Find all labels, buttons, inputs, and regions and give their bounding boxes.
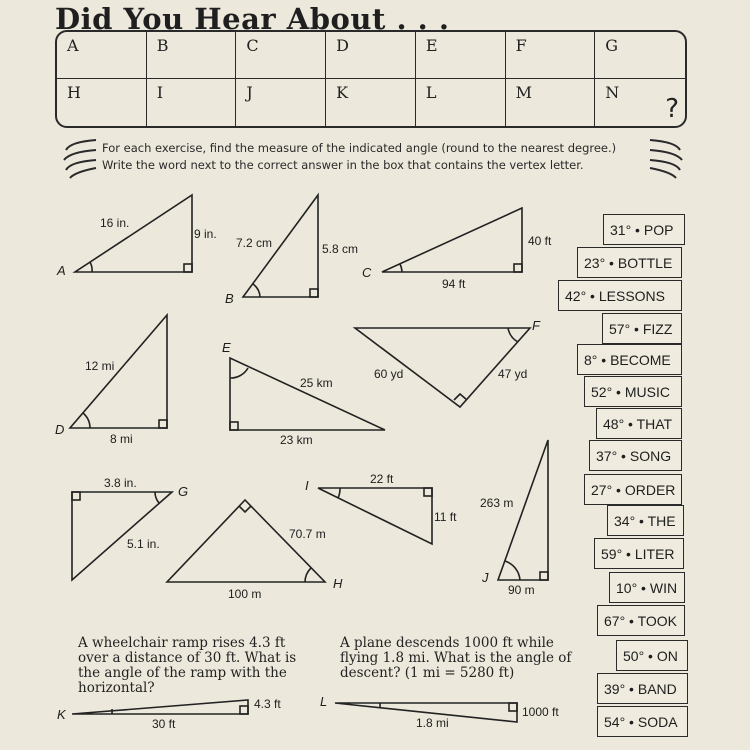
- angle-arc-g: [155, 492, 159, 503]
- word-box[interactable]: 52° • MUSIC: [584, 376, 682, 407]
- word-box[interactable]: 23° • BOTTLE: [577, 247, 682, 278]
- word-box[interactable]: 59° • LITER: [594, 538, 684, 569]
- right-angle-mark: [514, 264, 522, 272]
- word-box[interactable]: 42° • LESSONS: [558, 280, 682, 311]
- angle-arc-b: [253, 284, 260, 297]
- word-box[interactable]: 39° • BAND: [597, 673, 688, 704]
- side-label: 9 in.: [194, 227, 217, 241]
- side-label: 25 km: [300, 376, 333, 390]
- vertex-label: H: [333, 576, 343, 591]
- angle-arc-i: [338, 488, 340, 498]
- angle-arc-c: [400, 264, 402, 272]
- side-label: 90 m: [508, 583, 535, 597]
- word-box[interactable]: 10° • WIN: [609, 572, 685, 603]
- side-label: 5.1 in.: [127, 537, 160, 551]
- angle-arc-h: [305, 568, 311, 582]
- side-label: 4.3 ft: [254, 697, 281, 711]
- angle-arc-e: [230, 368, 248, 378]
- cell-letter: F: [515, 36, 527, 55]
- cell-letter: C: [246, 36, 259, 55]
- side-label: 263 m: [480, 496, 514, 510]
- vertex-label: E: [222, 340, 231, 355]
- cell-letter: I: [156, 83, 164, 102]
- word-box[interactable]: 8° • BECOME: [577, 344, 682, 375]
- vertex-label: B: [225, 291, 234, 306]
- cell-letter: J: [246, 83, 253, 102]
- right-angle-mark: [239, 506, 251, 512]
- instruction-line-2: Write the word next to the correct answer in the box that contains the vertex letter.: [102, 158, 584, 172]
- instruction-line-1: For each exercise, find the measure of the indicated angle (round to the nearest degree.): [102, 141, 617, 155]
- triangle-k: [72, 700, 248, 714]
- side-label: 5.8 cm: [322, 242, 359, 256]
- cell-letter: H: [67, 83, 81, 102]
- side-label: 100 m: [228, 587, 262, 601]
- vertex-label: F: [532, 318, 540, 333]
- cell-letter: N: [605, 83, 620, 102]
- word-box[interactable]: 50° • ON: [616, 640, 688, 671]
- side-label: 94 ft: [442, 277, 466, 291]
- triangle-a: [75, 195, 192, 272]
- cell-letter: E: [425, 36, 438, 55]
- side-label: 8 mi: [110, 432, 133, 446]
- angle-arc-j: [505, 561, 520, 580]
- vertex-label: I: [305, 478, 309, 493]
- angle-arc-a: [90, 262, 92, 272]
- cell-letter: B: [156, 36, 169, 55]
- right-angle-mark: [509, 703, 517, 711]
- side-label: 16 in.: [100, 216, 130, 230]
- triangle-j: [498, 440, 548, 580]
- word-box[interactable]: 57° • FIZZ: [602, 313, 682, 344]
- triangle-i: [318, 488, 432, 544]
- side-label: 40 ft: [528, 234, 552, 248]
- cell-letter: D: [336, 36, 349, 55]
- vertex-label: D: [55, 422, 65, 437]
- side-label: 47 yd: [498, 367, 528, 381]
- triangle-g: [72, 492, 172, 580]
- right-angle-mark: [310, 289, 318, 297]
- angle-arc-d: [83, 413, 90, 428]
- word-box[interactable]: 37° • SONG: [589, 440, 682, 471]
- word-box[interactable]: 54° • SODA: [597, 706, 688, 737]
- word-box[interactable]: 27° • ORDER: [584, 474, 682, 505]
- side-label: 22 ft: [370, 472, 394, 486]
- side-label: 12 mi: [85, 359, 115, 373]
- side-label: 70.7 m: [289, 527, 326, 541]
- triangle-h: [167, 500, 325, 582]
- word-box[interactable]: 34° • THE: [607, 505, 684, 536]
- vertex-label: A: [57, 263, 66, 278]
- side-label: 11 ft: [434, 510, 457, 524]
- right-angle-mark: [454, 394, 467, 400]
- cell-letter: A: [67, 36, 79, 55]
- word-box[interactable]: 48° • THAT: [596, 408, 682, 439]
- vertex-label: K: [57, 707, 66, 722]
- word-box[interactable]: 67° • TOOK: [597, 605, 685, 636]
- vertex-label: C: [362, 265, 372, 280]
- angle-arc-f: [508, 328, 518, 342]
- right-angle-mark: [159, 420, 167, 428]
- triangle-c: [382, 208, 522, 272]
- vertex-label: L: [320, 694, 328, 709]
- word-box[interactable]: 31° • POP: [603, 214, 685, 245]
- side-label: 23 km: [280, 433, 313, 447]
- side-label: 3.8 in.: [104, 476, 137, 490]
- side-label: 7.2 cm: [236, 236, 273, 250]
- word-problem-l: A plane descends 1000 ft while flying 1.8 mi. What is the angle of descent? (1 mi = 5280 ft): [340, 635, 572, 681]
- vertex-label: G: [178, 484, 189, 499]
- side-label: 1.8 mi: [416, 716, 449, 730]
- cell-letter: G: [605, 36, 619, 55]
- cell-letter: L: [425, 83, 437, 102]
- cell-letter: K: [336, 83, 349, 102]
- vertex-label: J: [482, 570, 489, 585]
- right-angle-mark: [72, 492, 80, 500]
- side-label: 30 ft: [152, 717, 176, 731]
- side-label: 1000 ft: [522, 705, 559, 719]
- right-angle-mark: [184, 264, 192, 272]
- right-angle-mark: [424, 488, 432, 496]
- side-label: 60 yd: [374, 367, 404, 381]
- cell-letter: M: [515, 83, 532, 102]
- right-angle-mark: [240, 706, 248, 714]
- right-angle-mark: [540, 572, 548, 580]
- page-title: Did You Hear About . . .: [55, 2, 450, 36]
- word-problem-k: A wheelchair ramp rises 4.3 ft over a distance of 30 ft. What is the angle of the ramp with the horizontal?: [78, 635, 297, 696]
- right-angle-mark: [230, 422, 238, 430]
- triangle-e: [230, 358, 385, 430]
- question-mark: ?: [665, 94, 679, 124]
